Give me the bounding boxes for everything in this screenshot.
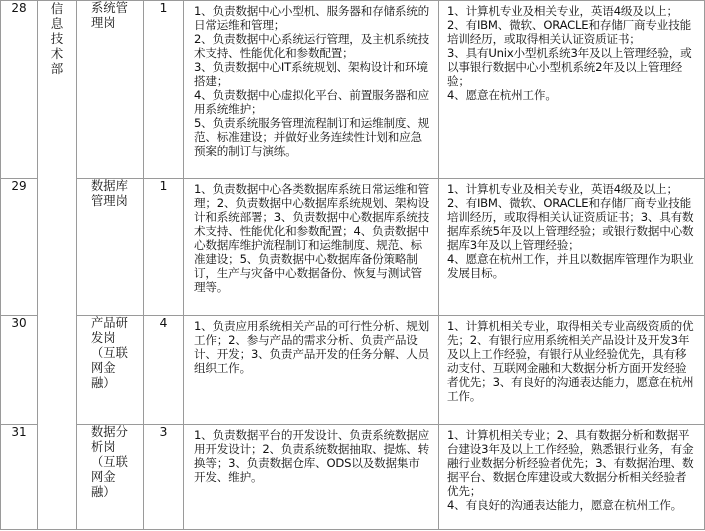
headcount-cell <box>144 179 184 316</box>
row-number: 28 <box>11 1 27 15</box>
position-name: 系统管理岗 <box>91 1 128 30</box>
position-name: 产品研发岗（互联网金融） <box>91 316 128 390</box>
position-name: 数据分析岗（互联网金融） <box>91 425 128 499</box>
headcount-cell <box>144 316 184 425</box>
table-row <box>1 316 705 425</box>
headcount-cell <box>144 425 184 530</box>
requirements-cell <box>439 1 705 179</box>
headcount: 3 <box>159 424 168 439</box>
position-cell <box>77 425 144 530</box>
responsibilities-text: 1、负责数据中心小型机、服务器和存储系统的日常运维和管理； 2、负责数据中心系统运行管理，及主机系统技术支持、性能优化和参数配置； 3、负责数据中心IT系统规划、架构设计和环境搭建； 4、负责数据中心虚拟化平台、前置服务器和应用系统维护； 5、负责系统服务管理流程制订和运维制度、规范、标准建设；并做好业务连续性计划和应急预案的制订与演练。 <box>194 4 430 158</box>
row-number-cell <box>1 1 38 179</box>
row-number: 31 <box>11 425 27 439</box>
headcount: 4 <box>159 315 168 330</box>
requirements-text: 1、计算机相关专业，取得相关专业高级资质的优先；2、有银行应用系统相关产品设计及开发3年及以上工作经验，有银行从业经验优先，具有移动支付、互联网金融和大数据分析方面开发经验者优先；3、有良好的沟通表达能力，愿意在杭州工作。 <box>447 319 694 403</box>
row-number-cell <box>1 179 38 316</box>
department-cell <box>38 1 77 530</box>
table-row <box>1 425 705 530</box>
requirements-cell <box>439 316 705 425</box>
requirements-cell <box>439 425 705 530</box>
responsibilities-text: 1、负责应用系统相关产品的可行性分析、规划工作；2、参与产品的需求分析、负责产品设计、开发；3、负责产品开发的任务分解、人员组织工作。 <box>194 319 430 375</box>
headcount: 1 <box>159 178 168 193</box>
position-cell <box>77 316 144 425</box>
responsibilities-text: 1、负责数据平台的开发设计、负责系统数据应用开发设计；2、负责系统数据抽取、提炼、转换等；3、负责数据仓库、ODS以及数据集市开发、维护。 <box>194 428 430 484</box>
requirements-text: 1、计算机相关专业；2、具有数据分析和数据平台建设3年及以上工作经验，熟悉银行业务，有金融行业数据分析经验者优先；3、有数据治理、数据平台、数据仓库建设或大数据分析相关经验者优先； 4、有良好的沟通表达能力，愿意在杭州工作。 <box>447 428 694 512</box>
position-cell <box>77 1 144 179</box>
responsibilities-cell <box>184 425 439 530</box>
responsibilities-cell <box>184 316 439 425</box>
responsibilities-cell <box>184 1 439 179</box>
table-row <box>1 1 705 179</box>
requirements-cell <box>439 179 705 316</box>
position-cell <box>77 179 144 316</box>
requirements-text: 1、计算机专业及相关专业，英语4级及以上； 2、有IBM、微软、ORACLE和存储厂商专业技能培训经历，或取得相关认证资质证书；3、具有数据库系统5年及以上管理经验；或银行数据中心数据库3年及以上管理经验； 4、愿意在杭州工作，并且以数据库管理作为职业发展目标。 <box>447 182 694 280</box>
requirements-text: 1、计算机专业及相关专业，英语4级及以上； 2、有IBM、微软、ORACLE和存储厂商专业技能培训经历，或取得相关认证资质证书； 3、具有Unix小型机系统3年及以上管理经验，或以事银行数据中心小型机系统2年及以上管理经验； 4、愿意在杭州工作。 <box>447 4 692 102</box>
responsibilities-cell <box>184 179 439 316</box>
position-name: 数据库管理岗 <box>91 179 128 208</box>
headcount-cell <box>144 1 184 179</box>
row-number-cell <box>1 425 38 530</box>
responsibilities-text: 1、负责数据中心各类数据库系统日常运维和管理；2、负责数据中心数据库系统规划、架构设计和系统部署；3、负责数据中心数据库系统技术支持、性能优化和参数配置；4、负责数据中心数据库维护流程制订和运维制度、规范、标准建设；5、负责数据中心数据库备份策略制订，生产与灾备中心数据备份、恢复与测试管理等。 <box>194 182 430 294</box>
row-number-cell <box>1 316 38 425</box>
department-name: 信息技术部 <box>50 1 64 76</box>
headcount: 1 <box>159 0 168 15</box>
row-number: 30 <box>11 316 27 330</box>
row-number: 29 <box>11 179 27 193</box>
table-row <box>1 179 705 316</box>
